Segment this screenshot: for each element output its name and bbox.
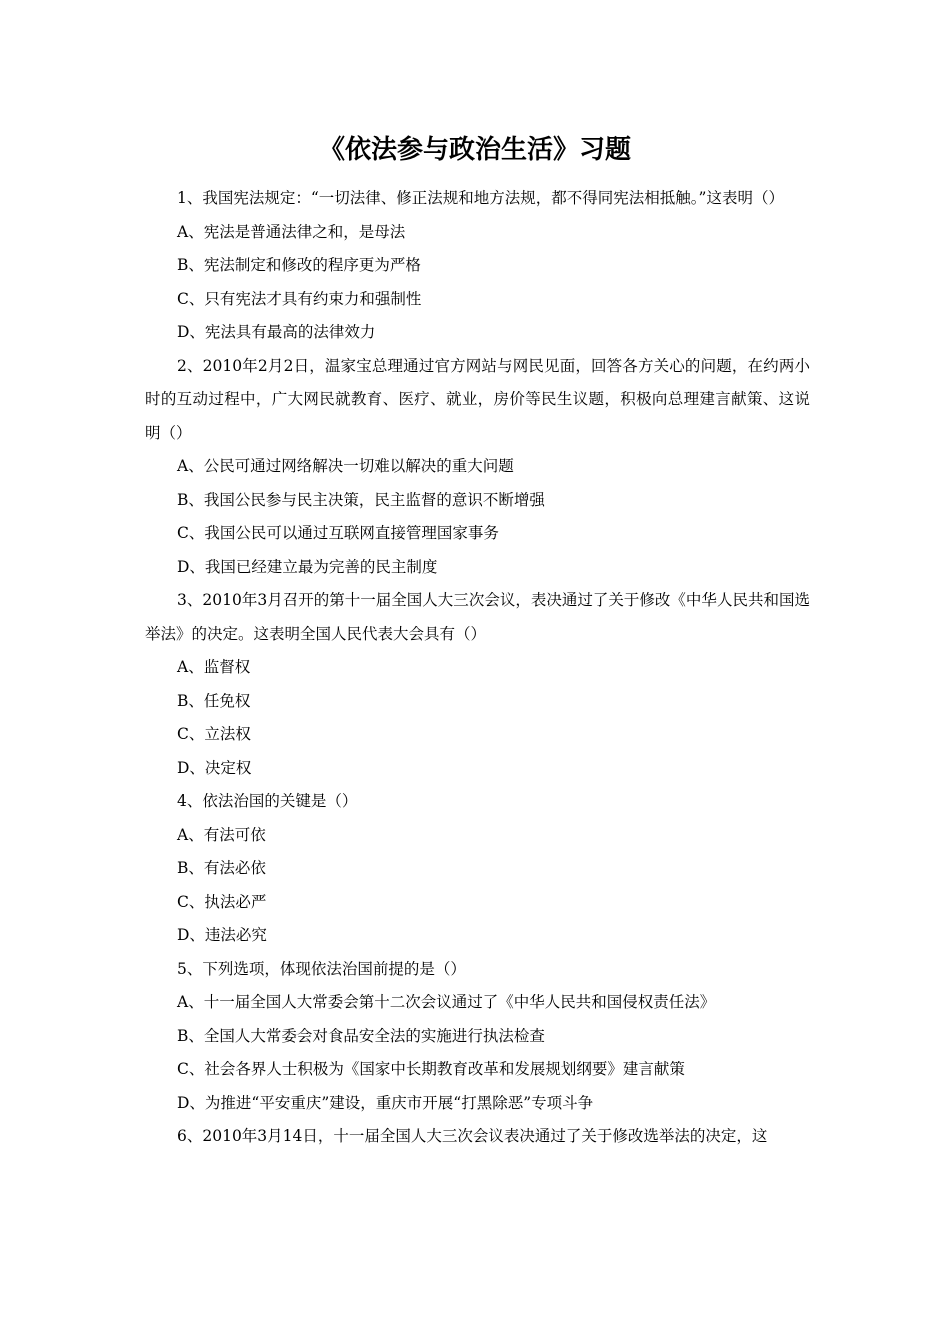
question-option: B、全国人大常委会对食品安全法的实施进行执法检查 [177, 1026, 545, 1045]
question-option: D、我国已经建立最为完善的民主制度 [177, 557, 438, 576]
question-item [145, 953, 810, 1121]
question-option: D、决定权 [177, 758, 252, 777]
question-stem: 4、依法治国的关键是（） [177, 792, 358, 810]
question-option: C、社会各界人士积极为《国家中长期教育改革和发展规划纲要》建言献策 [177, 1060, 685, 1078]
question-option: A、宪法是普通法律之和，是母法 [177, 222, 406, 241]
question-option: D、违法必究 [177, 926, 267, 944]
question-option: C、我国公民可以通过互联网直接管理国家事务 [177, 524, 499, 542]
question-option: D、为推进“平安重庆”建设，重庆市开展“打黑除恶”专项斗争 [177, 1093, 594, 1112]
question-option: A、有法可依 [177, 825, 266, 844]
question-option: A、监督权 [177, 658, 251, 676]
question-stem: 5、下列选项，体现依法治国前提的是（） [177, 959, 466, 978]
question-option: C、立法权 [177, 725, 251, 743]
question-item [145, 785, 810, 953]
question-stem: 6、2010年3月14日，十一届全国人大三次会议表决通过了关于修改选举法的决定，这 [177, 1127, 768, 1145]
question-stem: 3、2010年3月召开的第十一届全国人大三次会议，表决通过了关于修改《中华人民共和国选举法》的决定。这表明全国人民代表大会具有（） [145, 591, 810, 643]
question-stem: 1、我国宪法规定：“一切法律、修正法规和地方法规，都不得同宪法相抵触。”这表明（） [177, 189, 784, 207]
question-item [145, 350, 810, 585]
question-option: B、任免权 [177, 691, 251, 710]
question-option: B、宪法制定和修改的程序更为严格 [177, 256, 421, 274]
document-title: 《依法参与政治生活》习题 [318, 135, 631, 165]
question-item [145, 182, 810, 350]
question-item [145, 1120, 810, 1154]
question-stem: 2、2010年2月2日，温家宝总理通过官方网站与网民见面，回答各方关心的问题，在约两小时的互动过程中，广大网民就教育、医疗、就业，房价等民生议题，积极向总理建言献策、这说明（） [145, 356, 810, 442]
question-option: D、宪法具有最高的法律效力 [177, 323, 376, 341]
question-option: B、我国公民参与民主决策，民主监督的意识不断增强 [177, 490, 545, 509]
question-option: A、公民可通过网络解决一切难以解决的重大问题 [177, 457, 514, 475]
question-item [145, 584, 810, 785]
question-list [145, 182, 810, 1154]
question-option: C、只有宪法才具有约束力和强制性 [177, 289, 422, 308]
question-option: B、有法必依 [177, 859, 266, 877]
question-option: C、执法必严 [177, 892, 267, 911]
question-option: A、十一届全国人大常委会第十二次会议通过了《中华人民共和国侵权责任法》 [177, 993, 716, 1011]
